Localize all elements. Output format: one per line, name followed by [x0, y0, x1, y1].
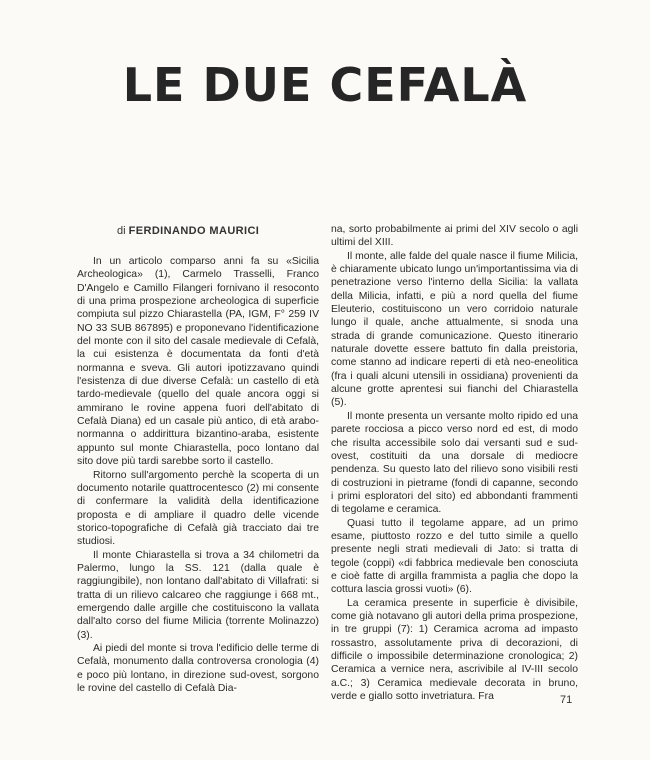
author-byline [117, 225, 259, 237]
paragraph: Il monte presenta un versante molto ripido ed una parete rocciosa a picco verso nord ed est, di modo che risulta accessibile solo dai versanti sud e sud-ovest, costituiti da una dorsale di mediocre pendenza. Su questo lato del rilievo sono visibili resti di costruzioni in pietrame (fondi di capanne, secondo i primi esploratori del sito) ed abbondanti frammenti di tegolame e ceramica. [331, 410, 578, 516]
article-title: LE DUE CEFALÀ [122, 58, 528, 112]
paragraph: na, sorto probabilmente ai primi del XIV secolo o agli ultimi del XIII. [331, 224, 578, 249]
paragraph: Quasi tutto il tegolame appare, ad un primo esame, piuttosto rozzo e del tutto simile a quello presente negli strati medievali di Jato: si tratta di tegole (coppi) «di fabbrica medievale ben conosciuta e cioè fatte di argilla frammista a paglia che dopo la cottura lascia grossi vuoti» (6). [331, 517, 578, 596]
author-prefix: di [117, 225, 126, 237]
left-column [77, 255, 319, 695]
author-name: FERDINANDO MAURICI [128, 225, 260, 237]
page-number: 71 [560, 694, 573, 706]
right-column [331, 223, 578, 703]
paragraph: Ai piedi del monte si trova l'edificio delle terme di Cefalà, monumento dalla controversa cronologia (4) e poco più lontano, in direzione sud-ovest, sorgono le rovine del castello di Cefalà Dia- [77, 642, 319, 694]
paragraph: Ritorno sull'argomento perchè la scoperta di un documento notarile quattrocentesco (2) mi consente di confermare la validità della identificazione proposta e di ampliare il quadro delle vicende storico-topografiche di Cefalà già tracciato dai tre studiosi. [77, 469, 319, 548]
paragraph: In un articolo comparso anni fa su «Sicilia Archeologica» (1), Carmelo Trasselli, Franco D'Angelo e Camillo Filangeri fornivano il resoconto di una prima prospezione archeologica di superficie compiuta sul pizzo Chiarastella (PA, IGM, F° 259 IV NO 33 SUB 867895) e proponevano l'identificazione del monte con il sito del casale medievale di Cefalà, la cui esistenza è documentata da fonti d'età normanna e sveva. Gli autori ipotizzavano quindi l'esistenza di due diverse Cefalà: un castello di età tardo-medievale (quello del quale ancora oggi si ammirano le rovine appena fuori dell'abitato di Cefalà Diana) ed un casale più antico, di età arabo-normanna o addirittura bizantino-araba, esistente appunto sul monte Chiarastella, poco lontano dal sito dove più tardi sarebbe sorto il castello. [77, 256, 319, 468]
paragraph: Il monte Chiarastella si trova a 34 chilometri da Palermo, lungo la SS. 121 (dalla quale è raggiungibile), non lontano dall'abitato di Villafrati: si tratta di un rilievo calcareo che raggiunge i 668 mt., emergendo dalle argille che costituiscono la vallata dall'alto corso del fiume Milicia (torrente Molinazzo) (3). [77, 549, 319, 641]
paragraph: Il monte, alle falde del quale nasce il fiume Milicia, è chiaramente ubicato lungo un'importantissima via di penetrazione verso l'interno della Sicilia: la vallata della Milicia, infatti, e più a nord quella del fiume Eleuterio, costituiscono un vero corridoio naturale lungo il quale, anche attualmente, si snoda una strada di grande comunicazione. Questo itinerario naturale dovette essere battuto fin dalla preistoria, come stanno ad indicare reperti di età neo-eneolitica (fra i quali alcuni utensili in ossidiana) provenienti da alcune grotte aprentesi sui fianchi del Chiarastella (5). [331, 250, 578, 409]
paragraph: La ceramica presente in superficie è divisibile, come già notavano gli autori della prima prospezione, in tre gruppi (7): 1) Ceramica acroma ad impasto rossastro, assolutamente priva di decorazioni, di difficile o impossibile determinazione cronologica; 2) Ceramica a vernice nera, ascrivibile al IV-III secolo a.C.; 3) Ceramica medievale decorata in bruno, verde e giallo sotto invetriatura. Fra [331, 597, 578, 703]
